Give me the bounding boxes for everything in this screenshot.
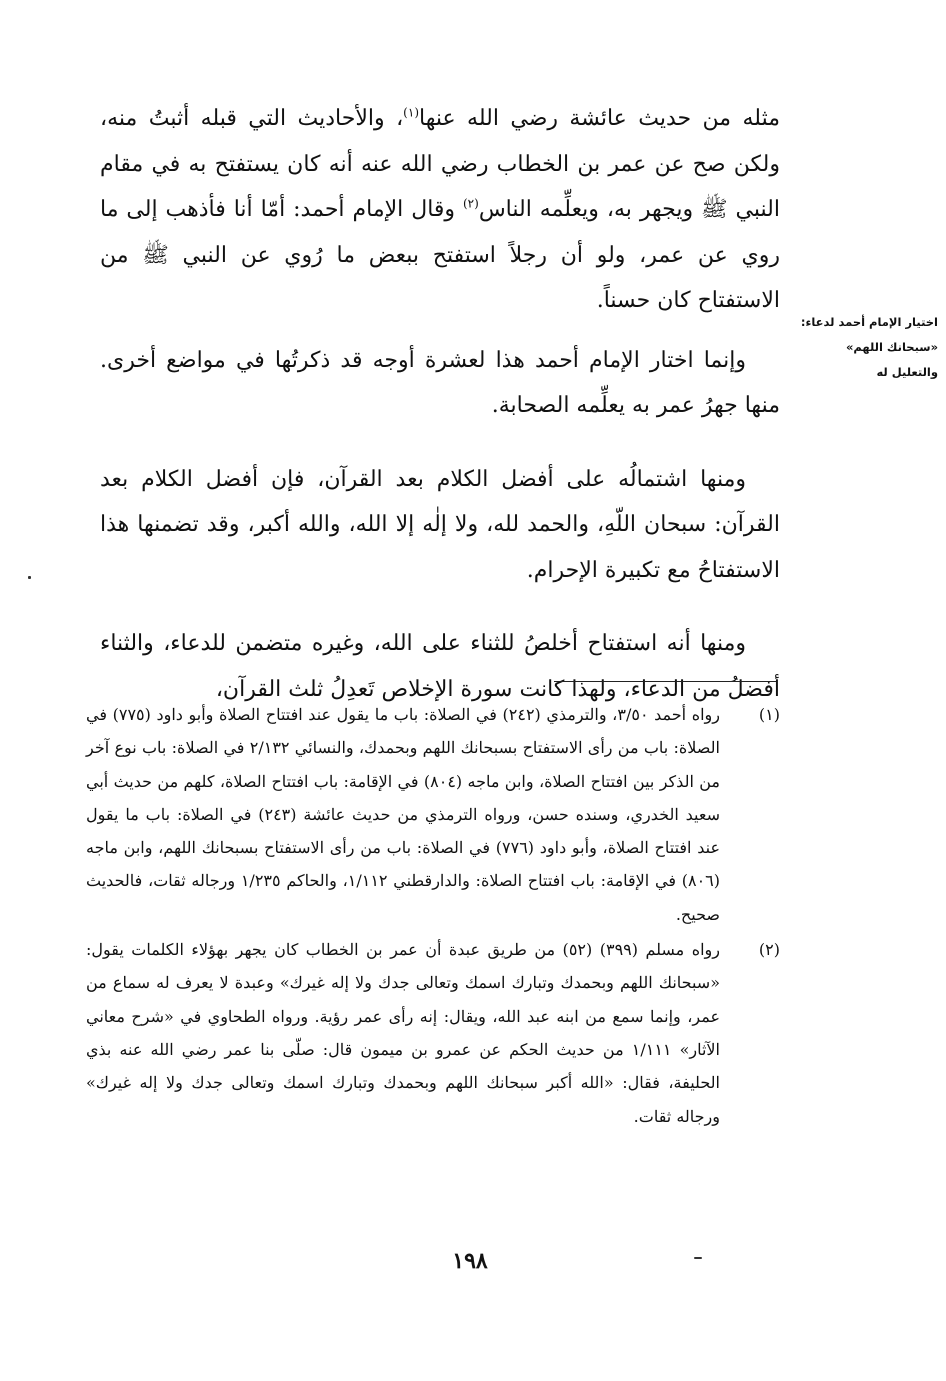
paragraph-3: [100, 457, 780, 594]
footnote-number: (١): [758, 705, 780, 724]
paragraph-1-part-b: ، والأحاديث التي قبله أثبتُ منه، ولكن صح عن عمر بن الخطاب رضي الله عنه أنه كان يستفتح به في مقام النبي ﷺ ويجهر به، ويعلِّمه الناس: [100, 106, 780, 222]
scan-speck: [694, 1257, 702, 1259]
footnotes: [86, 698, 780, 1133]
footnote-2: [86, 933, 780, 1133]
margin-note-line-1: اختيار الإمام أحمد لدعاء:: [800, 315, 938, 329]
margin-note: [788, 310, 938, 385]
paragraph-1-part-c: وقال الإمام أحمد: أمّا أنا فأذهب إلى ما روي عن عمر، ولو أن رجلاً استفتح ببعض ما رُوي عن النبي ﷺ من الاستفتاح كان حسناً.: [100, 197, 780, 313]
page-number-text: ١٩٨: [452, 1248, 488, 1274]
paragraph-1: [100, 96, 780, 324]
footnote-ref-2: (٢): [462, 196, 479, 211]
footnote-text: رواه أحمد ٣/٥٠، والترمذي (٢٤٢) في الصلاة: باب ما يقول عند افتتاح الصلاة وأبو داود (٧٧٥) في الصلاة: باب من رأى الاستفتاح بسبحانك اللهم وبحمدك، والنسائي ٢/١٣٢ في الصلاة: باب نوع آخر من الذكر بين افتتاح الصلاة، وابن ماجه (٨٠٤) في الإقامة: باب افتتاح الصلاة، كلهم من حديث أبي سعيد الخدري، وسنده حسن، ورواه الترمذي من حديث عائشة (٢٤٣) في الصلاة: باب ما يقول عند افتتاح الصلاة، وأبو داود (٧٧٦) في الصلاة: باب من رأى الاستفتاح بسبحانك اللهم، وابن ماجه (٨٠٦) في الإقامة: باب افتتاح الصلاة: والدارقطني ١/١١٢، والحاكم ١/٢٣٥ ورجاله ثقات، فالحديث صحيح.: [86, 705, 721, 924]
paragraph-3-text: ومنها اشتمالُه على أفضل الكلام بعد القرآن، فإن أفضل الكلام بعد القرآن: سبحان اللّهِ، والحمد لله، ولا إلٰه إلا الله، والله أكبر، وقد تضمنها هذا الاستفتاحُ مع تكبيرة الإحرام.: [100, 466, 780, 583]
paragraph-4-text: ومنها أنه استفتاح أخلصُ للثناء على الله، وغيره متضمن للدعاء، والثناء أفضلُ من الدعاء، ولهذا كانت سورة الإخلاص تَعدِلُ ثلث القرآن،: [100, 631, 780, 702]
page-number: [0, 1248, 946, 1274]
paragraph-2-text: وإنما اختار الإمام أحمد هذا لعشرة أوجه قد ذكرتُها في مواضع أخرى. منها جهرُ عمر به يعلِّمه الصحابة.: [100, 347, 780, 418]
margin-note-line-3: والتعليل له: [876, 365, 938, 379]
paragraph-1-part-a: مثله من حديث عائشة رضي الله عنها: [419, 106, 780, 131]
footnote-separator: [554, 681, 776, 682]
margin-note-line-2: «سبحانك اللهم»: [845, 340, 938, 354]
paragraph-2: [100, 338, 780, 429]
footnote-ref-1: (١): [403, 105, 419, 120]
scan-speck: [28, 576, 31, 579]
main-text: [100, 96, 780, 712]
footnote-number: (٢): [758, 940, 780, 960]
footnote-1: [86, 698, 780, 931]
footnote-text: رواه مسلم (٣٩٩) (٥٢) من طريق عبدة أن عمر بن الخطاب كان يجهر بهؤلاء الكلمات يقول: «سبحانك اللهم وبحمدك وتبارك اسمك وتعالى جدك ولا إله غيرك» وعبدة لا يعرف له سماع من عمر، وإنما سمع من ابنه عبد الله، ويقال: إنه رأى عمر رؤية. ورواه الطحاوي في «شرح معاني الآثار» ١/١١١ من حديث الحكم عن عمرو بن ميمون قال: صلّى بنا عمر رضي الله عنه بذي الحليفة، فقال: «الله أكبر سبحانك اللهم وبحمدك وتبارك اسمك وتعالى جدك ولا إله غيرك» ورجاله ثقات.: [86, 940, 721, 1126]
